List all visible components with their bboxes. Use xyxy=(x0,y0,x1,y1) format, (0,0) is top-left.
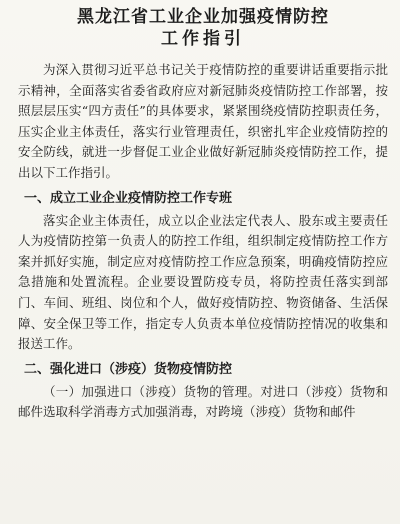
document-subtitle: 工作指引 xyxy=(161,29,245,49)
section-2-body: （一）加强进口（涉疫）货物的管理。对进口（涉疫）货物和邮件选取科学消毒方式加强消毒，对跨境（涉疫）货物和邮件 xyxy=(18,383,388,420)
document-title: 黑龙江省工业企业加强疫情防控 xyxy=(77,7,329,27)
intro-paragraph: 为深入贯彻习近平总书记关于疫情防控的重要讲话重要指示批示精神，全面落实省委省政府应对新冠肺炎疫情防控工作部署，按照层层压实“四方责任”的具体要求，紧紧围绕疫情防控职责任务，压实企业主体责任，落实行业管理责任，织密扎牢企业疫情防控的安全防线，就进一步督促工业企业做好新冠肺炎疫情防控工作，提出以下工作指引。 xyxy=(18,62,388,180)
section-2-heading: 二、强化进口（涉疫）货物疫情防控 xyxy=(24,361,233,377)
section-1-body: 落实企业主体责任，成立以企业法定代表人、股东或主要责任人为疫情防控第一负责人的防控工作组，组织制定疫情防控工作方案并抓好实施，制定应对疫情防控工作应急预案，明确疫情防控应急措施和处置流程。企业要设置防疫专员，将防控责任落实到部门、车间、班组、岗位和个人，做好疫情防控、物资储备、生活保障、安全保卫等工作，指定专人负责本单位疫情防控情况的收集和报送工作。 xyxy=(18,212,388,352)
section-1-heading: 一、成立工业企业疫情防控工作专班 xyxy=(24,190,233,206)
